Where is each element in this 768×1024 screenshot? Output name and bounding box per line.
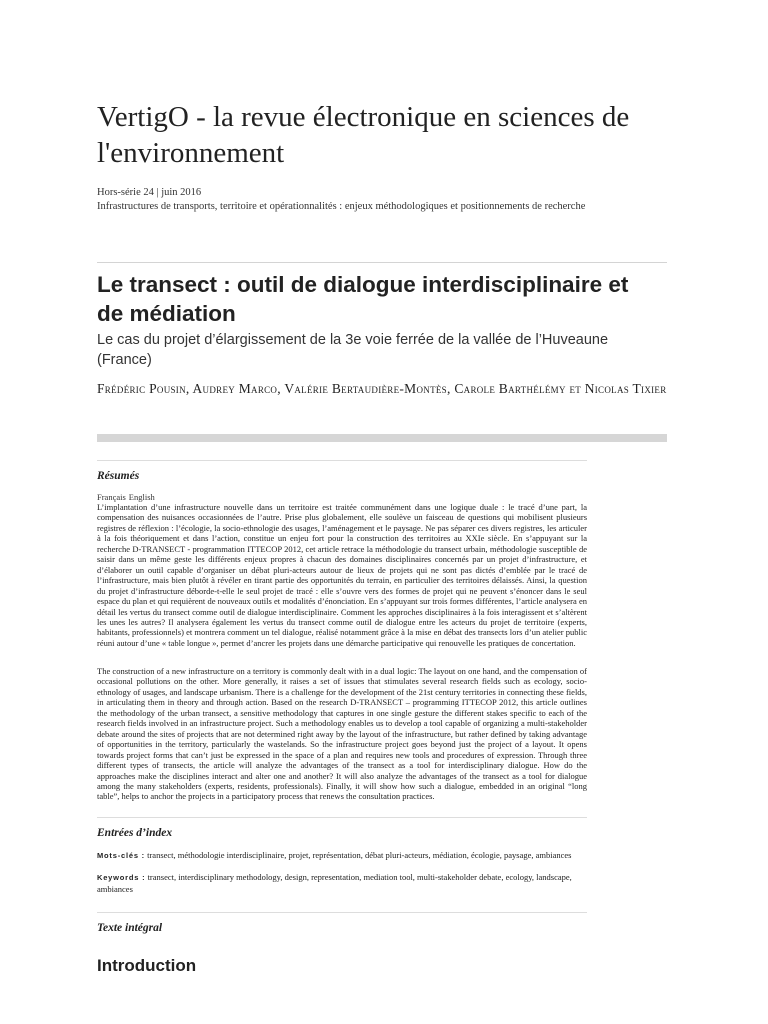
abstract-french: L’implantation d’une infrastructure nouvelle dans un territoire est traitée communément dans une logique duale : le tracé d’une part, la compensation des nuisances occasionnées de l’autre. Prise plus globalement, elle soulève un faisceau de questions qui mobilisent plusieurs registres de réflexion : l’écologie, la socio-ethnologie des usages, l’aménagement et le paysage. Ne pas séparer ces divers registres, les articuler à la fois théoriquement et dans l’action, constitue un enjeu fort pour la construction des territoires au XXIe siècle. En s’appuyant sur la recherche D-TRANSECT - programmation ITTECOP 2012, cet article retrace la méthodologie du transect urbain, méthodologie susceptible de saisir dans un même geste les différents enjeux propres à chacun des domaines disciplinaires concernés par un projet d’infrastructure, et d’élaborer un outil capable d’organiser un débat pluri-acteurs autour de lieux de projets qui ne sont pas dictés d’emblée par le tracé de l’infrastructure, mais bien plutôt à révéler en tirant partie des opportunités du terrain, en particulier des territoires délaissés. Ainsi, la question du projet d’infrastructure déborde-t-elle le seul projet de tracé : elle s’ouvre vers des formes de projet qui ne peuvent s’énoncer dans le seul espace du plan et qui requièrent de nouveaux outils et modalités d’énonciation. En s’appuyant sur trois formes différentes, l’article analysera en détail les vertus du transect comme outil de dialogue interdisciplinaire. Comment les approches disciplinaires à la fois interagissent et s’altèrent les unes les autres? Il analysera également les vertus du transect comme outil de dialogue entre les acteurs du projet de territoire (experts, habitants, professionnels) et montrera comment un tel dialogue, réalisé notamment grâce à la mise en débat des transects lors d’un atelier public réuni autour d’une « table longue », permet d’ancrer les projets dans une démarche participative qui renouvelle les pratiques de concertation. [97, 502, 587, 648]
language-link-en[interactable]: English [128, 492, 155, 502]
issue-info [97, 186, 669, 213]
introduction-heading: Introduction [97, 956, 197, 975]
section-divider [97, 912, 587, 913]
full-text-heading: Texte intégral [97, 922, 163, 934]
article-subtitle: Le cas du projet d’élargissement de la 3e voie ferrée de la vallée de l’Huveaune (France) [97, 332, 609, 368]
author-list[interactable]: Frédéric Pousin, Audrey Marco, Valérie Bertaudière-Montès, Carole Barthélémy et Nicolas Tixier [97, 381, 667, 396]
article-title: Le transect : outil de dialogue interdisciplinaire et de médiation [97, 272, 629, 326]
journal-title[interactable]: VertigO - la revue électronique en sciences de l'environnement [97, 101, 630, 169]
keywords-english-row [97, 872, 587, 894]
dossier-link[interactable]: Infrastructures de transports, territoire et opérationnalités : enjeux méthodologiques et positionnements de recherche [97, 200, 586, 212]
language-link-fr[interactable]: Français [97, 492, 126, 502]
abstract-english: The construction of a new infrastructure on a territory is commonly dealt with in a dual logic: The layout on one hand, and the compensation of occasional pollutions on the other. More generally, it raises a set of issues that stimulates several research fields such as ecology, socio-ethnology of usages, and landscape urbanism. There is a challenge for the development of the 21st century territories in connecting these fields, in articulating them in theory and through action. Based on the research D-TRANSECT – programming ITTECOP 2012, this article outlines the methodology of the urban transect, a sensitive methodology that captures in one single gesture the different stakes specific to each of the research fields involved in an infrastructure project. Such a methodology enables us to develop a tool capable of organizing a multi-stakeholder debate around the sites of projects that are not determined right away by the layout of the infrastructure, but rather defined by taking advantage of opportunities in the territory, particularly the wastelands. So the infrastructure project goes beyond just the project of a layout. It opens towards project forms that can’t just be expressed in the space of a plan and requires new tools and procedures of expression. Through three different types of transects, the article will analyze the advantages of the transect as a tool for interdisciplinary dialogue. How do the approaches make the disciplines interact and alter one and another? It will also analyze the advantages of the transect as a tool for dialogue among the many stakeholders (experts, residents, professionals). Finally, it will show how such a dialogue, embedded in an original “long table”, helps to anchor the projects in a participatory process that renews the consultation practices. [97, 666, 587, 802]
language-switcher [97, 492, 158, 502]
keywords-french-row [97, 850, 587, 862]
header-divider [97, 262, 667, 263]
section-divider [97, 460, 587, 461]
resumes-heading: Résumés [97, 470, 140, 482]
keywords-french-list[interactable]: transect, méthodologie interdisciplinaire, projet, représentation, débat pluri-acteurs, médiation, écologie, paysage, ambiances [147, 850, 572, 860]
index-heading: Entrées d’index [97, 827, 173, 839]
section-divider [97, 817, 587, 818]
keywords-english-list[interactable]: transect, interdisciplinary methodology, design, representation, mediation tool, multi-stakeholder debate, ecology, landscape, ambiances [97, 872, 572, 894]
issue-link[interactable]: Hors-série 24 | juin 2016 [97, 187, 202, 198]
keywords-french-label: Mots-clés : [97, 851, 145, 860]
keywords-english-label: Keywords : [97, 873, 146, 882]
title-divider-bar [97, 434, 667, 442]
